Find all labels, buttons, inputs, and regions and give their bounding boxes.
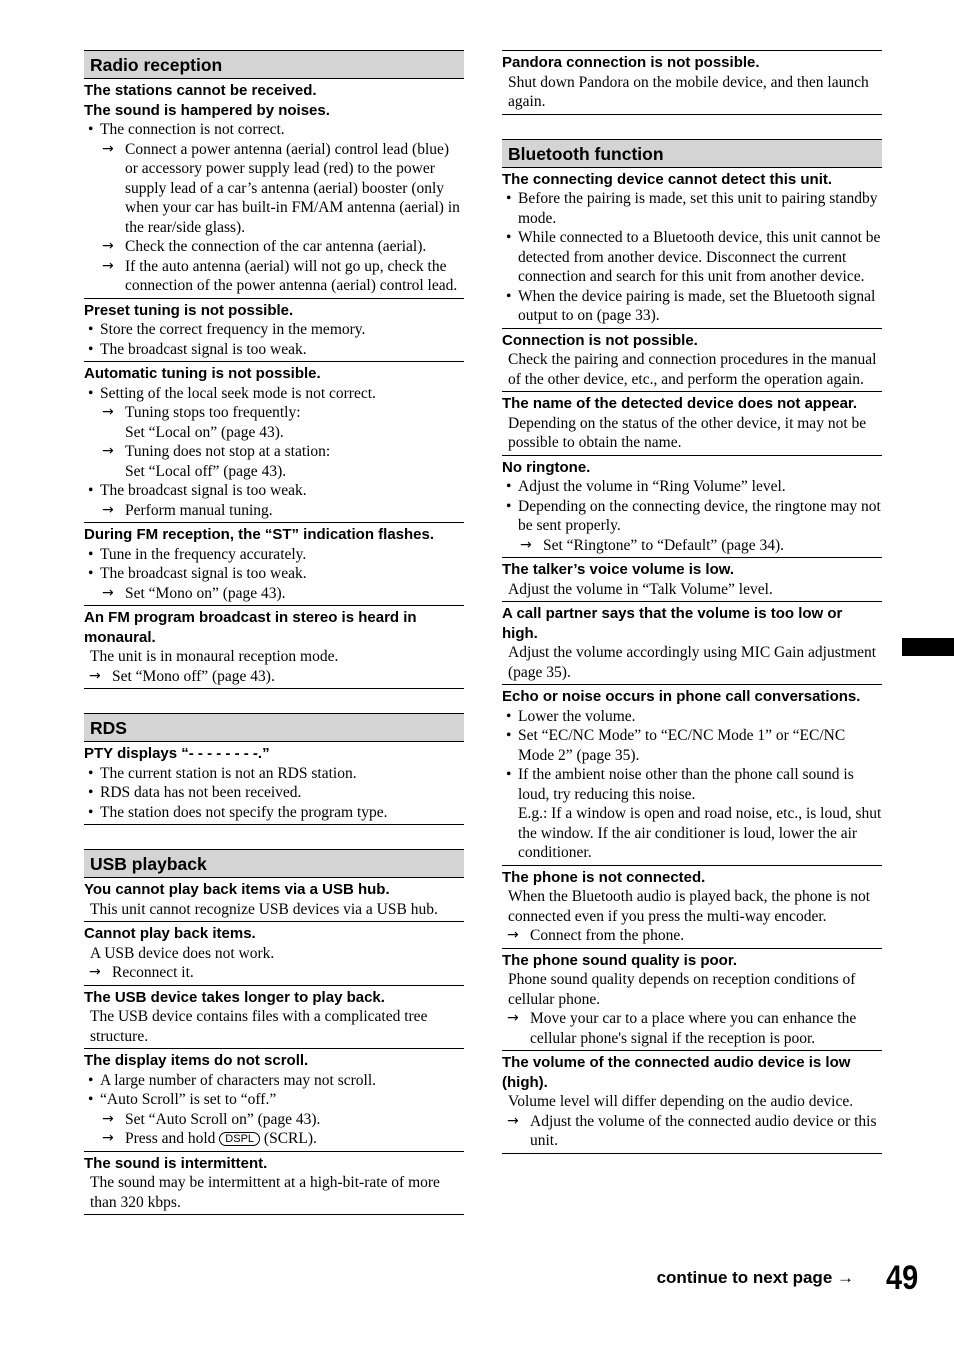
- trouble-entry: [502, 456, 882, 559]
- trouble-entry: [84, 1152, 464, 1216]
- cause-bullet: • Depending on the connecting device, the ringtone may not be sent properly.: [502, 497, 882, 536]
- trouble-entry: [84, 878, 464, 922]
- problem-heading: The connecting device cannot detect this unit.: [502, 170, 833, 188]
- remedy-arrow: → Set “Auto Scroll on” (page 43).: [84, 1110, 464, 1130]
- problem-heading: Pandora connection is not possible.: [502, 54, 760, 71]
- explanation: Check the pairing and connection procedures in the manual of the other device, etc., and perform the operation again.: [508, 351, 877, 388]
- cause-bullet: • While connected to a Bluetooth device, this unit cannot be detected from another device. Disconnect the current connection and search for this unit from another device.: [502, 228, 882, 287]
- problem-heading: During FM reception, the “ST” indication flashes.: [84, 526, 435, 543]
- cause-bullet: • Setting of the local seek mode is not correct.: [84, 384, 464, 404]
- explanation: When the Bluetooth audio is played back, the phone is not connected even if you press the multi-way encoder.: [508, 888, 871, 925]
- problem-heading: The volume of the connected audio device is low (high).: [502, 1054, 851, 1091]
- remedy-arrow: → Set “Mono on” (page 43).: [84, 584, 464, 604]
- cause-bullet: • Adjust the volume in “Ring Volume” level.: [502, 477, 882, 497]
- trouble-entry: [502, 329, 882, 393]
- remedy-arrow: → Perform manual tuning.: [84, 501, 464, 521]
- explanation: The USB device contains files with a complicated tree structure.: [90, 1008, 428, 1045]
- remedy-arrow: → Set “Ringtone” to “Default” (page 34).: [502, 536, 882, 556]
- trouble-entry: [84, 986, 464, 1050]
- remedy-arrow: → Set “Mono off” (page 43).: [84, 667, 464, 687]
- cause-bullet: • Store the correct frequency in the memory.: [84, 320, 464, 340]
- dspl-button-label: DSPL: [219, 1132, 260, 1146]
- right-column: [502, 50, 882, 1178]
- cause-bullet: • When the device pairing is made, set the Bluetooth signal output to on (page 33).: [502, 287, 882, 326]
- bullet-continuation: E.g.: If a window is open and road noise, etc., is loud, shut the window. If the air conditioner is loud, lower the air conditioner.: [518, 805, 882, 861]
- trouble-entry: [84, 79, 464, 299]
- cause-bullet: • “Auto Scroll” is set to “off.”: [84, 1090, 464, 1110]
- explanation: Volume level will differ depending on the audio device.: [508, 1093, 854, 1110]
- problem-heading: The USB device takes longer to play back.: [84, 988, 385, 1006]
- trouble-entry: [84, 299, 464, 363]
- cause-bullet: • Lower the volume.: [502, 707, 882, 727]
- cause-bullet: • Before the pairing is made, set this unit to pairing standby mode.: [502, 189, 882, 228]
- problem-heading: The sound is intermittent.: [84, 1154, 268, 1172]
- cause-bullet: • The broadcast signal is too weak.: [84, 340, 464, 360]
- problem-heading: Connection is not possible.: [502, 331, 698, 349]
- trouble-entry: [84, 606, 464, 689]
- remedy-arrow: → If the auto antenna (aerial) will not go up, check the connection of the power antenna (aerial) control lead.: [84, 257, 464, 296]
- explanation: The unit is in monaural reception mode.: [90, 648, 339, 665]
- explanation: A USB device does not work.: [90, 944, 275, 962]
- trouble-entry: [502, 168, 882, 329]
- section-usb-playback: [84, 849, 464, 1215]
- remedy-arrow: [84, 1129, 464, 1149]
- remedy-arrow: → Tuning stops too frequently:: [84, 403, 464, 423]
- problem-heading: The talker’s voice volume is low.: [502, 561, 735, 578]
- section-title: RDS: [84, 713, 464, 742]
- problem-heading: The name of the detected device does not appear.: [502, 395, 858, 412]
- trouble-entry: [502, 602, 882, 685]
- explanation: Adjust the volume in “Talk Volume” level.: [508, 580, 773, 598]
- trouble-entry: [502, 949, 882, 1052]
- trouble-entry: [502, 1051, 882, 1154]
- trouble-entry: [502, 558, 882, 602]
- problem-heading: Cannot play back items.: [84, 925, 256, 942]
- cause-bullet: • RDS data has not been received.: [84, 783, 464, 803]
- trouble-entry: [84, 523, 464, 606]
- problem-heading: No ringtone.: [502, 458, 591, 476]
- cause-bullet: • A large number of characters may not scroll.: [84, 1071, 464, 1091]
- explanation: Depending on the status of the other device, it may not be possible to obtain the name.: [508, 414, 867, 451]
- section-bluetooth-function: [502, 139, 882, 1154]
- continue-to-next-page: continue to next page →: [656, 1268, 854, 1287]
- left-column: [84, 50, 464, 1239]
- explanation: Phone sound quality depends on reception conditions of cellular phone.: [508, 971, 856, 1008]
- problem-heading: A call partner says that the volume is too low or high.: [502, 605, 843, 642]
- cause-bullet: • The broadcast signal is too weak.: [84, 564, 464, 584]
- trouble-entry: [84, 922, 464, 986]
- cause-bullet: • The current station is not an RDS station.: [84, 764, 464, 784]
- remedy-arrow: → Connect a power antenna (aerial) control lead (blue) or accessory power supply lead (red) to the power supply lead of a car’s antenna (aerial) booster (only when your car has built-in FM/AM antenna (aerial) in the rear/side glass).: [84, 140, 464, 238]
- cause-bullet: • The connection is not correct.: [84, 120, 464, 140]
- trouble-entry: [84, 362, 464, 523]
- trouble-entry: [502, 392, 882, 456]
- cause-bullet: • Tune in the frequency accurately.: [84, 545, 464, 565]
- problem-heading: The phone is not connected.: [502, 868, 706, 886]
- trouble-entry: [502, 50, 882, 115]
- cause-bullet: • The station does not specify the program type.: [84, 803, 464, 823]
- remedy-text: (SCRL).: [263, 1130, 317, 1147]
- remedy-text: Press and hold: [125, 1130, 216, 1147]
- trouble-entry: [502, 866, 882, 949]
- problem-heading: The display items do not scroll.: [84, 1052, 309, 1069]
- problem-heading: Echo or noise occurs in phone call conversations.: [502, 688, 861, 705]
- side-index-tab: [902, 638, 954, 656]
- problem-heading: PTY displays “- - - - - - - -.”: [84, 745, 270, 762]
- section-rds: [84, 713, 464, 825]
- remedy-continuation: Set “Local on” (page 43).: [125, 423, 284, 441]
- explanation: The sound may be intermittent at a high-bit-rate of more than 320 kbps.: [90, 1174, 440, 1211]
- page-number: 49: [886, 1259, 919, 1297]
- section-radio-reception: [84, 50, 464, 689]
- cause-bullet: • The broadcast signal is too weak.: [84, 481, 464, 501]
- remedy-arrow: → Reconnect it.: [84, 963, 464, 983]
- problem-heading: Automatic tuning is not possible.: [84, 365, 321, 382]
- remedy-arrow: → Tuning does not stop at a station:: [84, 442, 464, 462]
- problem-heading: The stations cannot be received.: [84, 82, 317, 99]
- remedy-arrow: → Connect from the phone.: [502, 926, 882, 946]
- problem-heading: Preset tuning is not possible.: [84, 301, 294, 319]
- section-title: USB playback: [84, 849, 464, 878]
- section-title: Bluetooth function: [502, 139, 882, 168]
- explanation: Shut down Pandora on the mobile device, and then launch again.: [508, 73, 869, 110]
- remedy-arrow: → Check the connection of the car antenna (aerial).: [84, 237, 464, 257]
- remedy-arrow: → Move your car to a place where you can enhance the cellular phone's signal if the reception is poor.: [502, 1009, 882, 1048]
- explanation: Adjust the volume accordingly using MIC Gain adjustment (page 35).: [508, 644, 877, 681]
- trouble-entry: [502, 685, 882, 866]
- problem-heading: You cannot play back items via a USB hub.: [84, 881, 390, 898]
- explanation: This unit cannot recognize USB devices via a USB hub.: [90, 900, 438, 918]
- cause-bullet: • Set “EC/NC Mode” to “EC/NC Mode 1” or “EC/NC Mode 2” (page 35).: [502, 726, 882, 765]
- problem-heading: The sound is hampered by noises.: [84, 101, 330, 119]
- section-pandora: [502, 50, 882, 115]
- problem-heading: The phone sound quality is poor.: [502, 951, 738, 969]
- trouble-entry: [84, 1049, 464, 1152]
- remedy-arrow: → Adjust the volume of the connected audio device or this unit.: [502, 1112, 882, 1151]
- problem-heading: An FM program broadcast in stereo is heard in monaural.: [84, 609, 417, 646]
- trouble-entry: [84, 742, 464, 825]
- section-title: Radio reception: [84, 50, 464, 79]
- remedy-continuation: Set “Local off” (page 43).: [125, 462, 287, 480]
- cause-bullet: • If the ambient noise other than the phone call sound is loud, try reducing this noise.: [502, 765, 882, 804]
